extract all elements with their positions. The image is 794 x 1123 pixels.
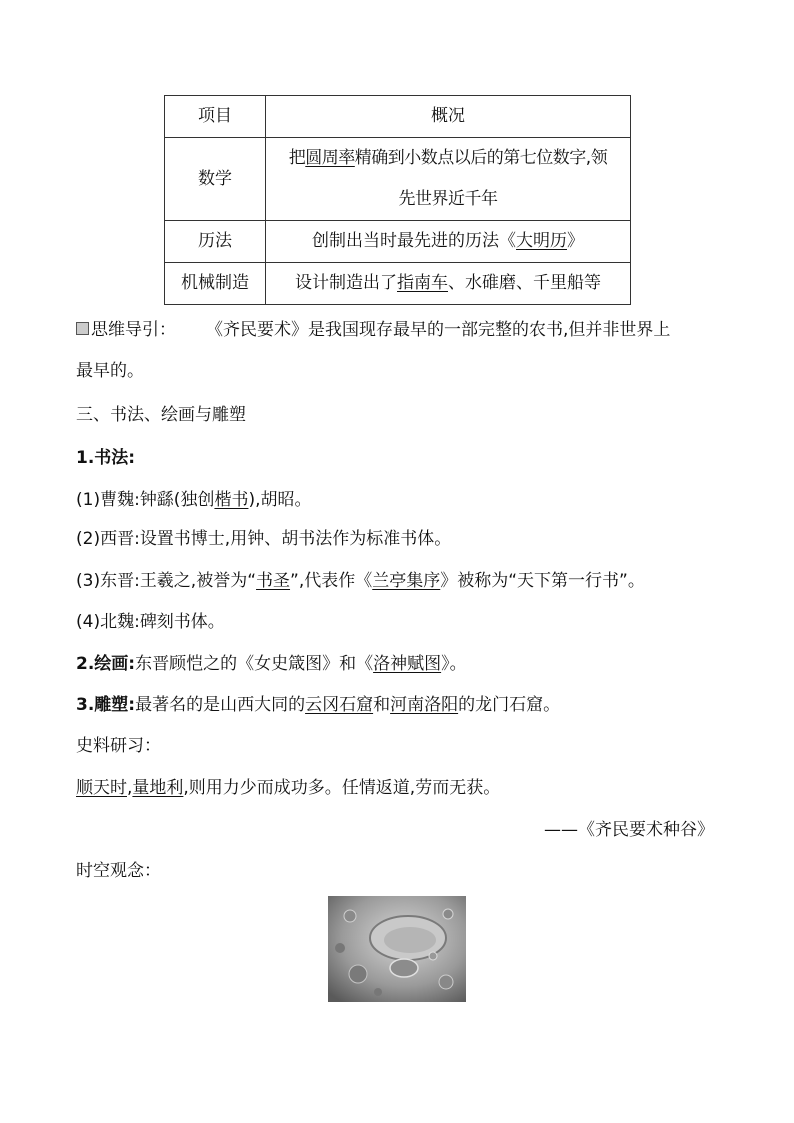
- calligraphy-heading: 1.书法:: [76, 448, 136, 468]
- table-cell-desc: [266, 263, 631, 305]
- calligraphy-item-1: [76, 485, 312, 510]
- underlined-term: 书圣: [256, 571, 291, 591]
- item-prefix: (3)东晋:: [76, 571, 140, 591]
- text-run: 王羲之,被誉为“: [139, 571, 257, 591]
- quote-source: ——《齐民要术种谷》: [544, 820, 714, 840]
- text-run: 东晋顾恺之的《女史箴图》和《: [135, 654, 374, 674]
- underlined-term: 洛神赋图: [373, 654, 442, 674]
- text-run: 、水碓磨、千里船等: [448, 273, 601, 293]
- text-run: 设置书博士,用钟、胡书法作为标准书体。: [139, 529, 452, 549]
- table-row: [165, 138, 631, 221]
- table-row: [165, 263, 631, 305]
- text-run: 最著名的是山西大同的: [135, 695, 306, 715]
- text-run: 钟繇(独创: [139, 490, 215, 510]
- underlined-term: 量地利: [132, 778, 184, 798]
- text-run: 》被称为“天下第一行书”。: [440, 571, 645, 591]
- moon-surface-photo: [328, 896, 466, 1002]
- text-run: 》: [567, 231, 584, 251]
- underlined-term: 楷书: [214, 490, 249, 510]
- table-cell-item: 数学: [165, 138, 266, 221]
- item-prefix: (4)北魏:: [76, 612, 140, 632]
- sculpture-line: [76, 690, 560, 715]
- text-run: 和: [373, 695, 391, 715]
- guide-label: 思维导引：: [91, 320, 176, 340]
- text-run: ”,代表作《: [290, 571, 373, 591]
- painting-heading: 2.绘画:: [76, 654, 136, 674]
- underlined-term: 顺天时: [76, 778, 127, 798]
- text-run: 精确到小数点以后的第七位数字,领: [354, 148, 608, 168]
- underlined-term: 河南洛阳: [390, 695, 459, 715]
- item-prefix: (1)曹魏:: [76, 490, 140, 510]
- text-run: ),胡昭。: [248, 490, 312, 510]
- text-run: 》。: [441, 654, 467, 674]
- calligraphy-item-4: [76, 607, 225, 632]
- table-header-row: [165, 96, 631, 138]
- text-run: 碑刻书体。: [139, 612, 225, 632]
- guide-text: 《齐民要术》是我国现存最早的一部完整的农书,但并非世界上: [206, 320, 671, 340]
- text-run: 的龙门石窟。: [458, 695, 561, 715]
- sculpture-heading: 3.雕塑:: [76, 695, 136, 715]
- table-header-item: 项目: [165, 96, 266, 138]
- painting-line: [76, 649, 467, 674]
- text-run: ,: [127, 778, 133, 798]
- underlined-term: 兰亭集序: [372, 571, 441, 591]
- table-header-overview: 概况: [266, 96, 631, 138]
- table-cell-desc: [266, 221, 631, 263]
- underlined-term: 指南车: [397, 273, 448, 293]
- underlined-term: 圆周率: [305, 148, 355, 168]
- historical-quote: [76, 773, 500, 798]
- calligraphy-item-2: [76, 524, 451, 549]
- table-cell-item: 历法: [165, 221, 266, 263]
- text-run: 创制出当时最先进的历法《: [312, 231, 516, 251]
- text-run: 设计制造出了: [295, 273, 397, 293]
- underlined-term: 大明历: [516, 231, 567, 251]
- historical-label: 史料研习：: [76, 736, 161, 756]
- text-run: 先世界近千年: [398, 189, 498, 209]
- guide-line: [76, 315, 670, 340]
- calligraphy-item-3: [76, 566, 645, 591]
- table-cell-item: 机械制造: [165, 263, 266, 305]
- section-title: 三、书法、绘画与雕塑: [76, 405, 246, 425]
- summary-table: [164, 95, 631, 305]
- spacetime-label: 时空观念：: [76, 861, 161, 881]
- table-cell-desc: [266, 138, 631, 221]
- guide-icon: [76, 322, 89, 335]
- underlined-term: 云冈石窟: [305, 695, 374, 715]
- guide-line-2: 最早的。: [76, 361, 144, 381]
- table-row: [165, 221, 631, 263]
- text-run: ,则用力少而成功多。任情返道,劳而无获。: [183, 778, 501, 798]
- text-run: 把: [288, 148, 306, 168]
- item-prefix: (2)西晋:: [76, 529, 140, 549]
